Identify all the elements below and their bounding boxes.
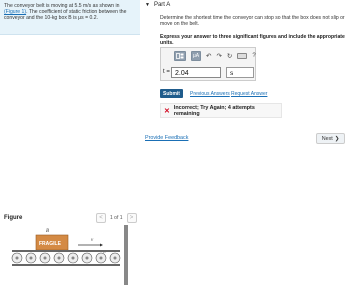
incorrect-icon: ✕ (164, 107, 170, 115)
previous-answers-link[interactable]: Previous Answers (190, 91, 230, 97)
instruction-text: Express your answer to three significant figures and include the appropriate units. (160, 34, 345, 46)
figure-label: Figure (4, 215, 23, 221)
answer-toolbar (174, 51, 256, 61)
answer-unit-input[interactable]: s (226, 67, 254, 78)
units-button[interactable]: μA (192, 53, 200, 59)
figure-pager (96, 213, 137, 223)
problem-line1: The conveyor belt is moving at 5.5 m/s as shown in (4, 3, 120, 9)
collapse-caret-icon: ▼ (145, 2, 150, 8)
submit-button[interactable]: Submit (160, 89, 183, 98)
box-label: B (46, 229, 50, 234)
figure-scrollbar[interactable] (124, 225, 128, 285)
part-title: Part A (153, 2, 171, 8)
next-button[interactable] (316, 133, 345, 144)
figure-next-button[interactable]: > (127, 213, 137, 223)
conveyor-diagram (0, 227, 124, 285)
next-arrow-icon: ❯ (334, 135, 340, 142)
box-fragile-text: FRAGILE (39, 241, 61, 247)
request-answer-link[interactable]: Request Answer (231, 91, 268, 97)
velocity-arrowhead (100, 244, 103, 247)
answer-variable-label: t = (163, 69, 170, 75)
templates-icon (176, 53, 184, 59)
next-label: Next (321, 135, 333, 142)
rollers (12, 253, 120, 263)
figure-link[interactable]: (Figure 1) (4, 9, 27, 16)
belt-bottom (12, 264, 120, 266)
figure-prev-button[interactable]: < (96, 213, 106, 223)
problem-statement (0, 0, 140, 35)
belt-top (12, 250, 120, 252)
velocity-label: v (91, 238, 94, 243)
undo-icon[interactable]: ↶ (206, 53, 212, 60)
part-a-header[interactable] (145, 2, 170, 8)
conveyor-figure (0, 227, 124, 285)
feedback-message (160, 103, 282, 118)
redo-icon[interactable]: ↷ (216, 53, 222, 60)
keyboard-icon[interactable] (237, 53, 247, 59)
question-text: Determine the shortest time the conveyor can stop so that the box does not slip or move on the belt. (160, 15, 345, 28)
problem-line3: conveyor and the 10-kg box B is μs = 0.2. (4, 15, 98, 22)
templates-button[interactable] (174, 51, 186, 61)
feedback-text: Incorrect; Try Again; 4 attempts remaining (173, 104, 255, 117)
figure-page-indicator: 1 of 1 (110, 215, 123, 221)
help-icon[interactable]: ? (252, 53, 256, 59)
reset-icon[interactable]: ↻ (226, 53, 233, 60)
answer-value-input[interactable]: 2.04 (171, 67, 221, 78)
problem-line2: . The coefficient of static friction between the (26, 9, 127, 16)
provide-feedback-link[interactable]: Provide Feedback (145, 135, 189, 141)
